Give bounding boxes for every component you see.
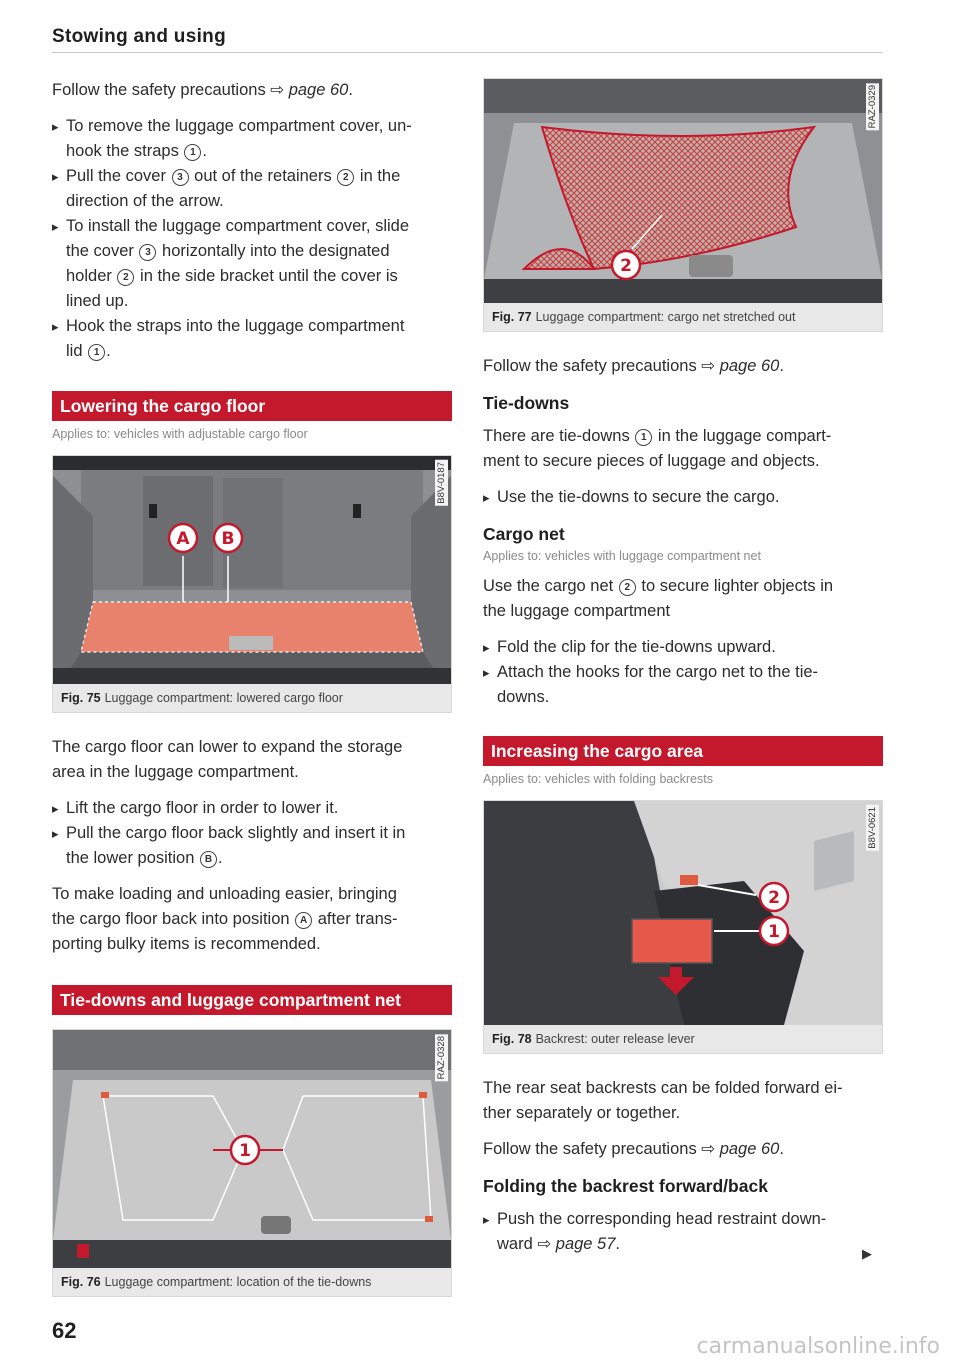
step-lift-floor: ▸ Lift the cargo floor in order to lower it. bbox=[52, 796, 452, 821]
image-code: RAZ-0329 bbox=[867, 85, 878, 129]
page-ref-link[interactable]: ⇨ page 60 bbox=[270, 81, 349, 99]
image-code: B8V-0187 bbox=[436, 462, 447, 504]
step-hook-straps: ▸ Hook the straps into the luggage compartment lid 1 . bbox=[52, 314, 452, 364]
figure-78 bbox=[483, 800, 883, 1054]
cargo-net-steps bbox=[483, 635, 883, 710]
step-remove-cover: ▸ To remove the luggage compartment cover, un- hook the straps 1 . bbox=[52, 114, 452, 164]
fig76-image bbox=[53, 1030, 451, 1268]
section-title-tie-downs: Tie-downs and luggage compartment net bbox=[52, 985, 452, 1015]
callout-2: 2 bbox=[117, 269, 134, 286]
callout-2: 2 bbox=[337, 169, 354, 186]
para-cargo-net: Use the cargo net 2 to secure lighter objects in the luggage compartment bbox=[483, 577, 834, 620]
left-column bbox=[52, 78, 452, 1297]
callout-2: 2 bbox=[620, 256, 632, 276]
callout-1: 1 bbox=[635, 429, 652, 446]
page-number: 62 bbox=[52, 1318, 77, 1343]
right-column bbox=[483, 78, 883, 1257]
lowering-steps bbox=[52, 796, 452, 871]
watermark: carmanualsonline.info bbox=[696, 1334, 940, 1359]
applies-note: Applies to: vehicles with folding backrests bbox=[483, 772, 713, 786]
figure-76 bbox=[52, 1029, 452, 1297]
safety-intro: Follow the safety precautions ⇨ page 60. bbox=[483, 357, 784, 375]
section-tie-downs bbox=[52, 985, 452, 1015]
subhead-tie-downs: Tie-downs bbox=[483, 393, 570, 413]
image-code: B8V-0621 bbox=[867, 807, 878, 849]
page-header-title: Stowing and using bbox=[52, 26, 226, 47]
image-code: RAZ-0328 bbox=[436, 1036, 447, 1080]
section-lowering bbox=[52, 391, 452, 441]
fig77-caption: Fig. 77 Luggage compartment: cargo net stretched out bbox=[484, 303, 882, 331]
callout-2: 2 bbox=[768, 888, 780, 908]
callout-3: 3 bbox=[172, 169, 189, 186]
callout-b: B bbox=[221, 529, 235, 549]
fig75-image bbox=[53, 456, 451, 684]
callout-1: 1 bbox=[184, 144, 201, 161]
callout-1: 1 bbox=[239, 1141, 251, 1161]
fig78-image bbox=[484, 801, 882, 1025]
step-pull-cover: ▸ Pull the cover 3 out of the retainers 2 in the direction of the arrow. bbox=[52, 164, 452, 214]
callout-a: A bbox=[295, 912, 312, 929]
callout-1: 1 bbox=[768, 922, 780, 942]
fig78-caption: Fig. 78 Backrest: outer release lever bbox=[484, 1025, 882, 1053]
callout-a: A bbox=[176, 529, 190, 549]
step-push-head-restraint: ▸ Push the corresponding head restraint down- ward ⇨ page 57. bbox=[483, 1207, 883, 1257]
cover-steps bbox=[52, 114, 452, 364]
callout-b: B bbox=[200, 851, 217, 868]
step-install-cover: ▸ To install the luggage compartment cover, slide the cover 3 horizontally into the designated holder 2 in the side bracket until the cover is lined up. bbox=[52, 214, 452, 314]
backrest-release-illustration bbox=[484, 801, 882, 1025]
callout-2: 2 bbox=[619, 579, 636, 596]
applies-note: Applies to: vehicles with adjustable cargo floor bbox=[52, 427, 308, 441]
fig77-image bbox=[484, 79, 882, 303]
page-ref-link[interactable]: ⇨ page 60 bbox=[701, 357, 780, 375]
callout-3: 3 bbox=[139, 244, 156, 261]
safety-intro: Follow the safety precautions ⇨ page 60. bbox=[52, 81, 353, 99]
figure-75 bbox=[52, 455, 452, 713]
folding-block bbox=[483, 1176, 883, 1257]
section-title-increasing: Increasing the cargo area bbox=[483, 736, 883, 766]
fig75-caption: Fig. 75 Luggage compartment: lowered cargo floor bbox=[53, 684, 451, 712]
section-increasing bbox=[483, 736, 883, 786]
safety-intro: Follow the safety precautions ⇨ page 60. bbox=[483, 1140, 784, 1158]
step-pull-floor: ▸ Pull the cargo floor back slightly and insert it in the lower position B . bbox=[52, 821, 452, 871]
para-backrests: The rear seat backrests can be folded forward ei- ther separately or together. bbox=[483, 1079, 843, 1122]
step-use-tie-downs: ▸ Use the tie-downs to secure the cargo. bbox=[483, 485, 883, 510]
header-divider bbox=[52, 52, 882, 53]
lowered-floor-illustration bbox=[53, 456, 451, 684]
lowering-body bbox=[52, 735, 452, 957]
cargo-net-block bbox=[483, 524, 883, 710]
page-ref-link[interactable]: ⇨ page 57 bbox=[537, 1235, 616, 1253]
step-fold-clip: ▸ Fold the clip for the tie-downs upward. bbox=[483, 635, 883, 660]
tie-downs-illustration bbox=[53, 1030, 451, 1268]
fig76-caption: Fig. 76 Luggage compartment: location of the tie-downs bbox=[53, 1268, 451, 1296]
para-lower-storage: The cargo floor can lower to expand the storage area in the luggage compartment. bbox=[52, 738, 403, 781]
para-loading-tip: To make loading and unloading easier, bringing the cargo floor back into position A after trans- porting bulky items is recommended. bbox=[52, 885, 398, 953]
continue-arrow-icon: ▶ bbox=[862, 1246, 872, 1261]
figure-77 bbox=[483, 78, 883, 332]
section-title-lowering: Lowering the cargo floor bbox=[52, 391, 452, 421]
para-tie-downs: There are tie-downs 1 in the luggage compart- ment to secure pieces of luggage and objects. bbox=[483, 427, 832, 470]
subhead-folding: Folding the backrest forward/back bbox=[483, 1176, 768, 1196]
subhead-cargo-net: Cargo net bbox=[483, 524, 565, 544]
callout-1: 1 bbox=[88, 344, 105, 361]
applies-note: Applies to: vehicles with luggage compartment net bbox=[483, 549, 761, 563]
cargo-net-illustration bbox=[484, 79, 882, 303]
page-ref-link[interactable]: ⇨ page 60 bbox=[701, 1140, 780, 1158]
tie-downs-block bbox=[483, 393, 883, 510]
step-attach-hooks: ▸ Attach the hooks for the cargo net to the tie- downs. bbox=[483, 660, 883, 710]
